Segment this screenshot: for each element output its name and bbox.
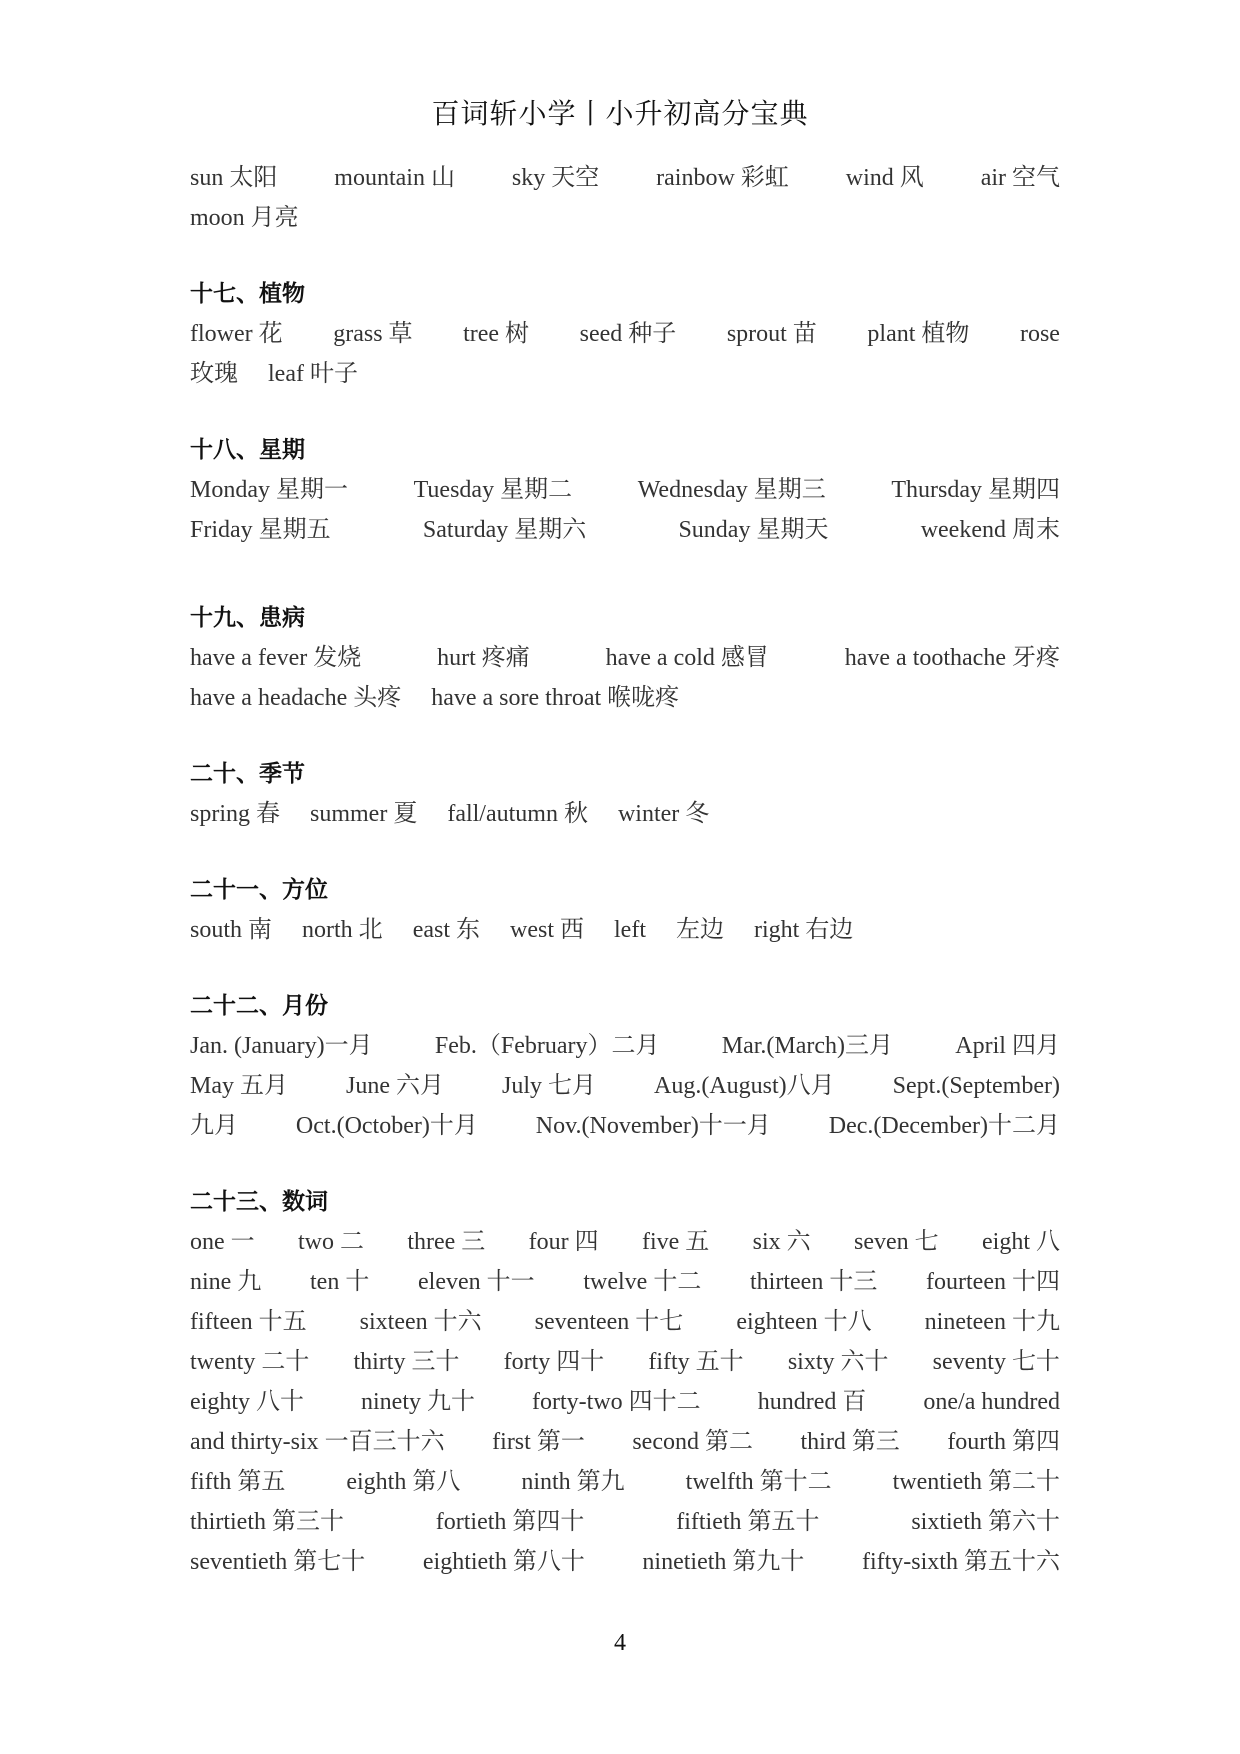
vocab-item: wind 风 — [845, 165, 924, 191]
vocab-item: rainbow 彩虹 — [656, 165, 789, 191]
vocab-item: thirtieth 第三十 — [190, 1509, 344, 1535]
section-title-illness: 十九、患病 — [190, 605, 305, 631]
vocab-item: nineteen 十九 — [924, 1309, 1060, 1335]
vocab-item: seven 七 — [854, 1229, 939, 1255]
vocab-line — [190, 314, 1060, 354]
vocab-line — [190, 1342, 1060, 1382]
vocab-item: five 五 — [641, 1229, 710, 1255]
section-months — [190, 1026, 1060, 1146]
vocab-item: spring 春 — [190, 801, 280, 827]
vocab-item: sixtieth 第六十 — [911, 1509, 1060, 1535]
section-illness — [190, 638, 1060, 718]
vocab-line — [190, 910, 1060, 950]
vocab-item: twenty 二十 — [190, 1349, 310, 1375]
vocab-item: one/a hundred — [923, 1389, 1060, 1415]
vocab-item: fourteen 十四 — [926, 1269, 1060, 1295]
vocab-item: fourth 第四 — [947, 1429, 1060, 1455]
section-title-numbers: 二十三、数词 — [190, 1189, 328, 1215]
vocab-item: winter 冬 — [617, 801, 710, 827]
section-title-plants: 十七、植物 — [190, 281, 305, 307]
vocab-item: twelfth 第十二 — [685, 1469, 832, 1495]
vocab-item: leaf 叶子 — [268, 361, 358, 387]
vocab-line — [190, 1422, 1060, 1462]
vocab-item: twentieth 第二十 — [892, 1469, 1060, 1495]
vocab-item: April 四月 — [955, 1033, 1060, 1059]
vocab-item: Dec.(December)十二月 — [828, 1113, 1060, 1139]
vocab-item: east 东 — [412, 917, 480, 943]
vocab-line — [190, 1026, 1060, 1066]
vocab-item: 左边 — [675, 917, 724, 943]
vocab-item: twelve 十二 — [583, 1269, 702, 1295]
section-seasons — [190, 794, 1060, 834]
vocab-item: ninetieth 第九十 — [642, 1549, 805, 1575]
vocab-item: fiftieth 第五十 — [676, 1509, 820, 1535]
section-title-seasons: 二十、季节 — [190, 761, 305, 787]
vocab-item: right 右边 — [753, 917, 854, 943]
vocab-item: plant 植物 — [867, 321, 970, 347]
vocab-item: Nov.(November)十一月 — [535, 1113, 771, 1139]
vocab-item: eighth 第八 — [346, 1469, 461, 1495]
section-directions — [190, 910, 1060, 950]
vocab-item: and thirty-six 一百三十六 — [190, 1429, 445, 1455]
vocab-item: thirteen 十三 — [750, 1269, 878, 1295]
vocab-item: tree 树 — [463, 321, 530, 347]
vocab-item: Sunday 星期天 — [678, 517, 829, 543]
vocab-item: fifth 第五 — [190, 1469, 286, 1495]
vocab-item: flower 花 — [190, 321, 283, 347]
vocab-item: Friday 星期五 — [190, 517, 331, 543]
vocab-item: one 一 — [190, 1229, 255, 1255]
vocab-item: July 七月 — [502, 1073, 597, 1099]
section-title-week: 十八、星期 — [190, 437, 305, 463]
vocab-item: summer 夏 — [310, 801, 418, 827]
vocab-item: three 三 — [407, 1229, 486, 1255]
vocab-item: have a headache 头疼 — [190, 685, 402, 711]
vocab-item: ninth 第九 — [521, 1469, 625, 1495]
vocab-item: eighty 八十 — [190, 1389, 304, 1415]
vocab-item: ten 十 — [310, 1269, 370, 1295]
vocab-item: fifteen 十五 — [190, 1309, 307, 1335]
vocab-item: sky 天空 — [511, 165, 600, 191]
vocab-item: sun 太阳 — [190, 165, 278, 191]
vocab-item: second 第二 — [632, 1429, 753, 1455]
section-numbers — [190, 1222, 1060, 1582]
vocab-item: 九月 — [190, 1113, 238, 1139]
vocab-line — [190, 794, 1060, 834]
vocab-item: Thursday 星期四 — [891, 477, 1060, 503]
section-nature — [190, 158, 1060, 238]
vocab-item: have a cold 感冒 — [605, 645, 769, 671]
vocab-item: eleven 十一 — [418, 1269, 535, 1295]
vocab-line — [190, 1302, 1060, 1342]
vocab-line — [190, 1262, 1060, 1302]
vocab-item: seventeen 十七 — [534, 1309, 684, 1335]
vocab-line — [190, 678, 1060, 718]
vocab-item: four 四 — [528, 1229, 599, 1255]
vocab-line — [190, 1066, 1060, 1106]
section-plants — [190, 314, 1060, 394]
vocab-item: two 二 — [298, 1229, 364, 1255]
vocab-item: May 五月 — [190, 1073, 288, 1099]
vocab-item: 玫瑰 — [190, 361, 238, 387]
vocab-item: Wednesday 星期三 — [637, 477, 826, 503]
vocab-item: mountain 山 — [334, 165, 455, 191]
vocab-item: weekend 周末 — [920, 517, 1060, 543]
vocab-item: eightieth 第八十 — [422, 1549, 585, 1575]
vocab-item: forty-two 四十二 — [532, 1389, 701, 1415]
vocab-item: Tuesday 星期二 — [413, 477, 573, 503]
vocab-line — [190, 1462, 1060, 1502]
vocab-item: June 六月 — [346, 1073, 444, 1099]
vocab-item: seventieth 第七十 — [190, 1549, 366, 1575]
vocab-item: fall/autumn 秋 — [447, 801, 588, 827]
section-week — [190, 470, 1060, 550]
vocab-item: sprout 苗 — [726, 321, 817, 347]
vocab-item: have a sore throat 喉咙疼 — [431, 685, 680, 711]
vocab-item: rose — [1019, 321, 1060, 347]
vocab-item: north 北 — [302, 917, 383, 943]
vocab-item: hurt 疼痛 — [437, 645, 530, 671]
vocab-item: nine 九 — [190, 1269, 262, 1295]
vocab-item: seventy 七十 — [932, 1349, 1060, 1375]
vocab-item: Oct.(October)十月 — [295, 1113, 478, 1139]
vocab-item: fifty 五十 — [648, 1349, 744, 1375]
vocab-item: sixteen 十六 — [359, 1309, 482, 1335]
vocab-line — [190, 1382, 1060, 1422]
vocab-item: eighteen 十八 — [736, 1309, 872, 1335]
vocab-item: left — [614, 917, 646, 943]
vocab-item: air 空气 — [980, 165, 1060, 191]
vocab-item: Aug.(August)八月 — [654, 1073, 835, 1099]
vocab-item: west 西 — [510, 917, 584, 943]
vocab-item: third 第三 — [800, 1429, 900, 1455]
vocab-item: Mar.(March)三月 — [721, 1033, 894, 1059]
vocab-item: Feb.（February）二月 — [434, 1033, 660, 1059]
page-header: 百词斩小学丨小升初高分宝典 — [431, 99, 809, 130]
section-title-directions: 二十一、方位 — [190, 877, 328, 903]
vocab-item: ninety 九十 — [361, 1389, 476, 1415]
vocab-item: hundred 百 — [757, 1389, 867, 1415]
vocab-item: Sept.(September) — [892, 1073, 1060, 1099]
vocab-item: sixty 六十 — [787, 1349, 889, 1375]
vocab-item: grass 草 — [333, 321, 413, 347]
vocabulary-content — [190, 158, 1060, 1582]
vocab-item: eight 八 — [982, 1229, 1060, 1255]
vocab-line — [190, 510, 1060, 550]
vocab-line — [190, 470, 1060, 510]
section-title-months: 二十二、月份 — [190, 993, 328, 1019]
vocab-line — [190, 1542, 1060, 1582]
vocab-item: moon 月亮 — [190, 205, 299, 231]
vocab-item: Monday 星期一 — [190, 477, 348, 503]
vocab-line — [190, 158, 1060, 198]
vocab-line — [190, 638, 1060, 678]
vocab-line — [190, 1106, 1060, 1146]
vocab-item: six 六 — [752, 1229, 811, 1255]
vocab-item: seed 种子 — [579, 321, 677, 347]
vocab-line — [190, 198, 1060, 238]
vocab-item: first 第一 — [492, 1429, 585, 1455]
vocab-item: forty 四十 — [503, 1349, 605, 1375]
vocab-item: have a fever 发烧 — [190, 645, 362, 671]
vocab-line — [190, 354, 1060, 394]
page-number: 4 — [614, 1630, 626, 1656]
vocab-item: fifty-sixth 第五十六 — [861, 1549, 1060, 1575]
vocab-item: Saturday 星期六 — [422, 517, 587, 543]
vocab-item: fortieth 第四十 — [435, 1509, 585, 1535]
vocab-item: have a toothache 牙疼 — [844, 645, 1060, 671]
vocab-item: south 南 — [190, 917, 273, 943]
vocab-line — [190, 1502, 1060, 1542]
vocab-item: Jan. (January)一月 — [190, 1033, 373, 1059]
vocab-line — [190, 1222, 1060, 1262]
vocab-item: thirty 三十 — [353, 1349, 460, 1375]
